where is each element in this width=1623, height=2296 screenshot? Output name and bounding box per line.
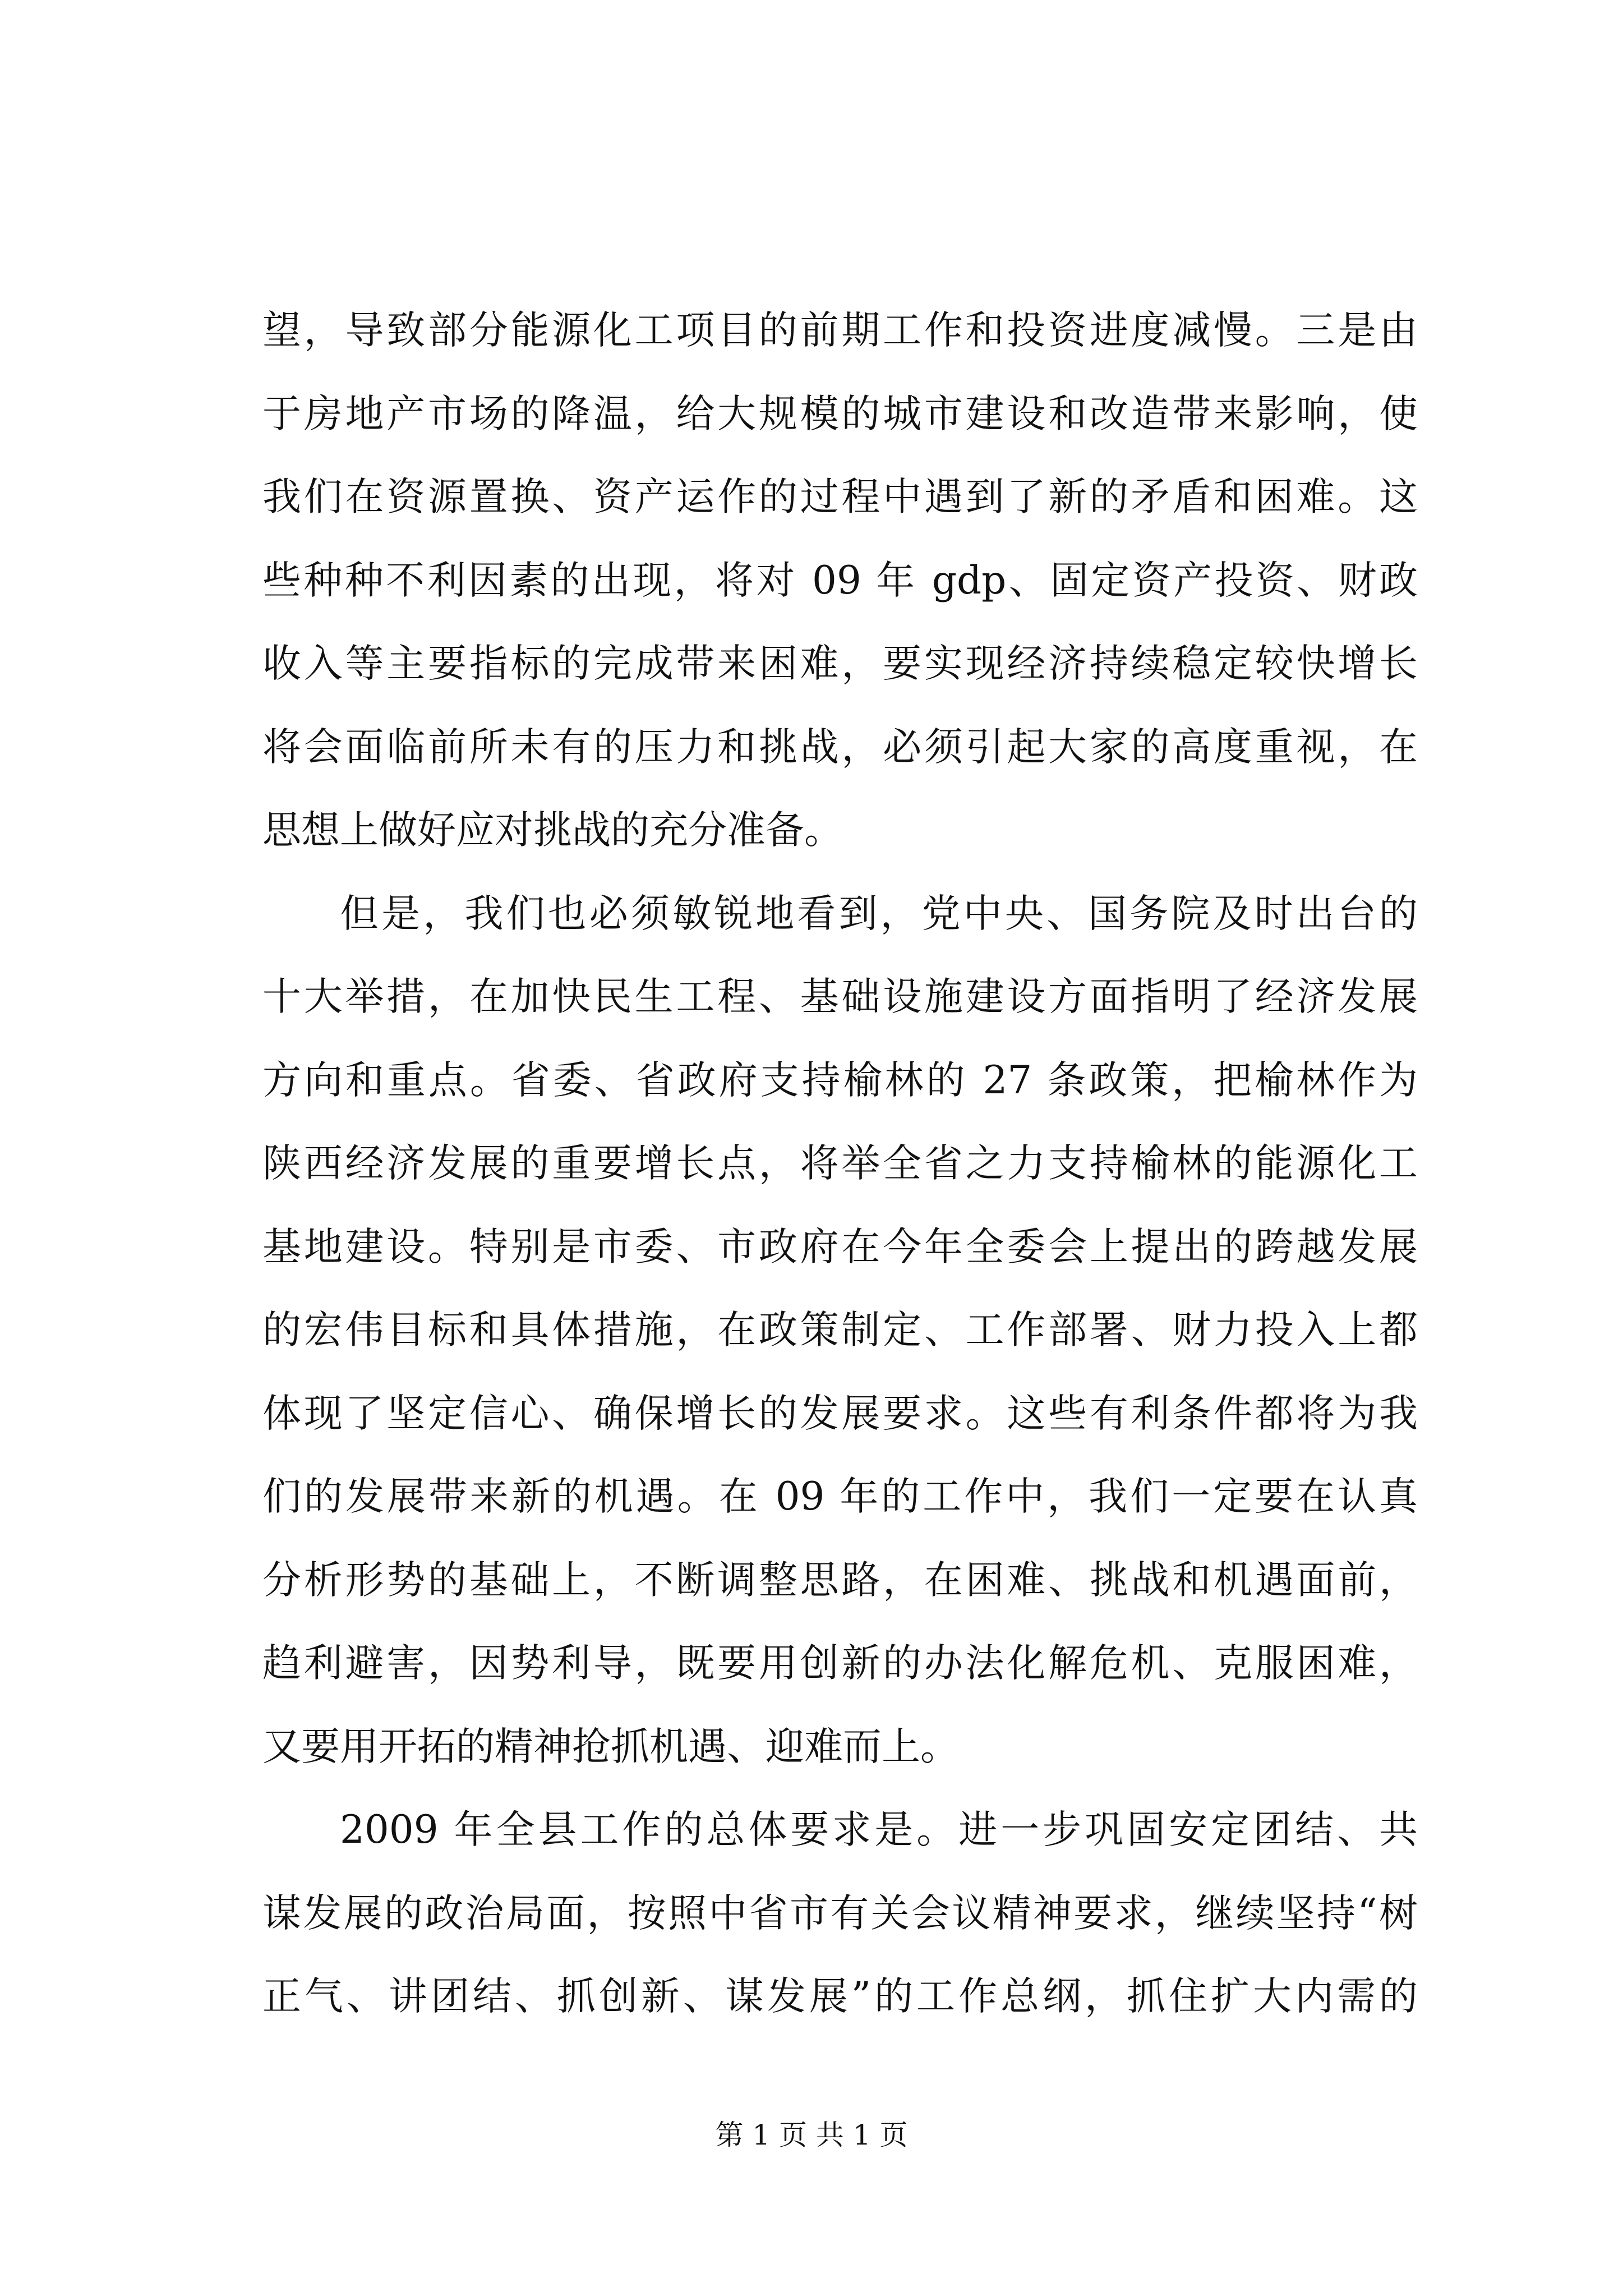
document-body <box>262 289 1418 2039</box>
text-line: 我们在资源置换、资产运作的过程中遇到了新的矛盾和困难。这 <box>262 475 1418 519</box>
text-line: 们的发展带来新的机遇。在 09 年的工作中，我们一定要在认真 <box>262 1474 1418 1519</box>
text-line: 些种种不利因素的出现，将对 09 年 gdp、固定资产投资、财政 <box>262 558 1418 603</box>
text-line: 体现了坚定信心、确保增长的发展要求。这些有利条件都将为我 <box>262 1391 1418 1436</box>
text-line: 但是，我们也必须敏锐地看到，党中央、国务院及时出台的 <box>340 891 1418 936</box>
text-line: 十大举措，在加快民生工程、基础设施建设方面指明了经济发展 <box>262 974 1418 1019</box>
text-line: 于房地产市场的降温，给大规模的城市建设和改造带来影响，使 <box>262 391 1418 436</box>
text-line: 思想上做好应对挑战的充分准备。 <box>262 808 843 853</box>
text-line: 收入等主要指标的完成带来困难，要实现经济持续稳定较快增长 <box>262 641 1418 686</box>
text-line: 的宏伟目标和具体措施，在政策制定、工作部署、财力投入上都 <box>262 1308 1418 1352</box>
text-line: 2009 年全县工作的总体要求是。进一步巩固安定团结、共 <box>340 1807 1418 1852</box>
text-line: 基地建设。特别是市委、市政府在今年全委会上提出的跨越发展 <box>262 1224 1418 1269</box>
page-footer: 第 1 页 共 1 页 <box>715 2119 908 2151</box>
text-line: 谋发展的政治局面，按照中省市有关会议精神要求，继续坚持“树 <box>262 1890 1418 1936</box>
text-line: 分析形势的基础上，不断调整思路，在困难、挑战和机遇面前， <box>262 1557 1418 1603</box>
text-line: 方向和重点。省委、省政府支持榆林的 27 条政策，把榆林作为 <box>262 1057 1418 1103</box>
text-line: 又要用开拓的精神抢抓机遇、迎难而上。 <box>262 1724 959 1769</box>
text-line: 将会面临前所未有的压力和挑战，必须引起大家的高度重视，在 <box>262 724 1418 770</box>
text-line: 陕西经济发展的重要增长点，将举全省之力支持榆林的能源化工 <box>262 1141 1418 1186</box>
text-line: 趋利避害，因势利导，既要用创新的办法化解危机、克服困难， <box>262 1641 1418 1686</box>
text-line: 望，导致部分能源化工项目的前期工作和投资进度减慢。三是由 <box>262 308 1418 353</box>
text-line: 正气、讲团结、抓创新、谋发展”的工作总纲，抓住扩大内需的 <box>262 1974 1418 2019</box>
